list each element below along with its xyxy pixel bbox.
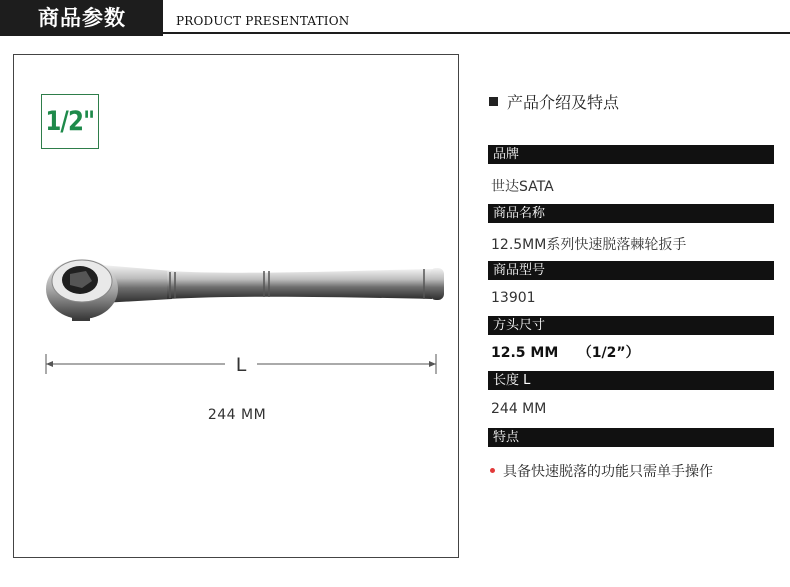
header-divider: [163, 32, 790, 34]
feature-item: [490, 461, 713, 481]
section-title: 产品介绍及特点: [489, 90, 619, 113]
product-image-panel: [13, 54, 459, 558]
square-size-value: 12.5 MM （1/2”）: [491, 345, 640, 361]
brand-value: 世达SATA: [491, 179, 554, 195]
ratchet-wrench-image: [42, 241, 452, 341]
brand-label-bar: 品牌: [488, 145, 774, 164]
feature-text: 具备快速脱落的功能只需单手操作: [503, 464, 713, 480]
bullet-dot-icon: [490, 468, 495, 473]
length-value: 244 MM: [491, 401, 547, 417]
page-header: [0, 0, 790, 36]
square-bullet-icon: [489, 97, 498, 106]
header-subtitle: PRODUCT PRESENTATION: [176, 14, 350, 28]
model-value: 13901: [491, 290, 536, 306]
size-badge-text: 1/2": [45, 106, 95, 137]
length-label-bar: 长度 L: [488, 371, 774, 390]
dimension-label: L: [235, 354, 247, 376]
name-label-bar: 商品名称: [488, 204, 774, 223]
name-value: 12.5MM系列快速脱落棘轮扳手: [491, 237, 687, 253]
size-badge: [41, 94, 99, 149]
length-measure: 244 MM: [207, 407, 267, 423]
model-label-bar: 商品型号: [488, 261, 774, 280]
header-title: 商品参数: [0, 0, 163, 36]
square-size-label-bar: 方头尺寸: [488, 316, 774, 335]
feature-label-bar: 特点: [488, 428, 774, 447]
length-dimension-line: [45, 351, 437, 377]
